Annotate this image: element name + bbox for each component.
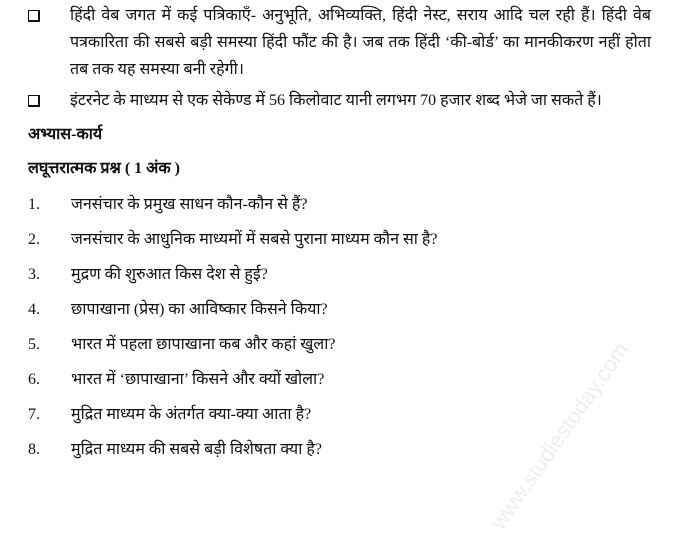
bullet-paragraph: इंटरनेट के माध्यम से एक सेकेण्ड में 56 किलोवाट यानी लगभग 70 हजार शब्द भेजे जा सकते हैं। (70, 92, 602, 109)
question-text: जनसंचार के आधुनिक माध्यमों में सबसे पुराना माध्यम कौन सा है? (71, 231, 438, 248)
question-item (28, 263, 651, 287)
question-item (28, 368, 651, 392)
checkbox-bullet-icon (28, 10, 40, 22)
question-item (28, 193, 651, 217)
subsection-title: लघूत्तरात्मक प्रश्न ( 1 अंक ) (28, 160, 180, 177)
question-number: 8. (28, 441, 40, 458)
question-item (28, 228, 651, 252)
question-number: 7. (28, 406, 40, 423)
question-text: भारत में पहला छापाखाना कब और कहां खुला? (71, 336, 336, 353)
question-text: मुद्रित माध्यम के अंतर्गत क्या-क्या आता है? (71, 406, 312, 423)
question-text: जनसंचार के प्रमुख साधन कौन-कौन से हैं? (71, 196, 308, 213)
question-item (28, 298, 651, 322)
question-number: 6. (28, 371, 40, 388)
question-item (28, 333, 651, 357)
bullet-item (28, 87, 651, 114)
question-text: मुद्रित माध्यम की सबसे बड़ी विशेषता क्या है? (71, 441, 322, 458)
question-number: 4. (28, 301, 40, 318)
question-text: छापाखाना (प्रेस) का आविष्कार किसने किया? (71, 301, 328, 318)
section-title: अभ्यास-कार्य (28, 126, 103, 143)
bullet-item (28, 2, 651, 83)
question-item (28, 403, 651, 427)
question-item (28, 438, 651, 462)
checkbox-bullet-icon (28, 95, 40, 107)
bullet-paragraph: हिंदी वेब जगत में कई पत्रिकाएँ- अनुभूति, अभिव्यक्ति, हिंदी नेस्ट, सराय आदि चल रही हैं। हिंदी वेब पत्रकारिता की सबसे बड़ी समस्या हिंदी फौंट की है। जब तक हिंदी ‘की-बोर्ड’ का मानकीकरण नहीं होता तब तक यह समस्या बनी रहेगी। (70, 7, 651, 78)
question-number: 1. (28, 196, 40, 213)
question-list (28, 193, 651, 462)
question-number: 2. (28, 231, 40, 248)
watermark: www.studiestoday.com (485, 337, 634, 534)
question-text: मुद्रण की शुरुआत किस देश से हुई? (71, 266, 268, 283)
question-text: भारत में ‘छापाखाना’ किसने और क्यों खोला? (71, 371, 325, 388)
bullet-marker (28, 87, 70, 107)
question-number: 3. (28, 266, 40, 283)
bullet-marker (28, 2, 70, 22)
question-number: 5. (28, 336, 40, 353)
